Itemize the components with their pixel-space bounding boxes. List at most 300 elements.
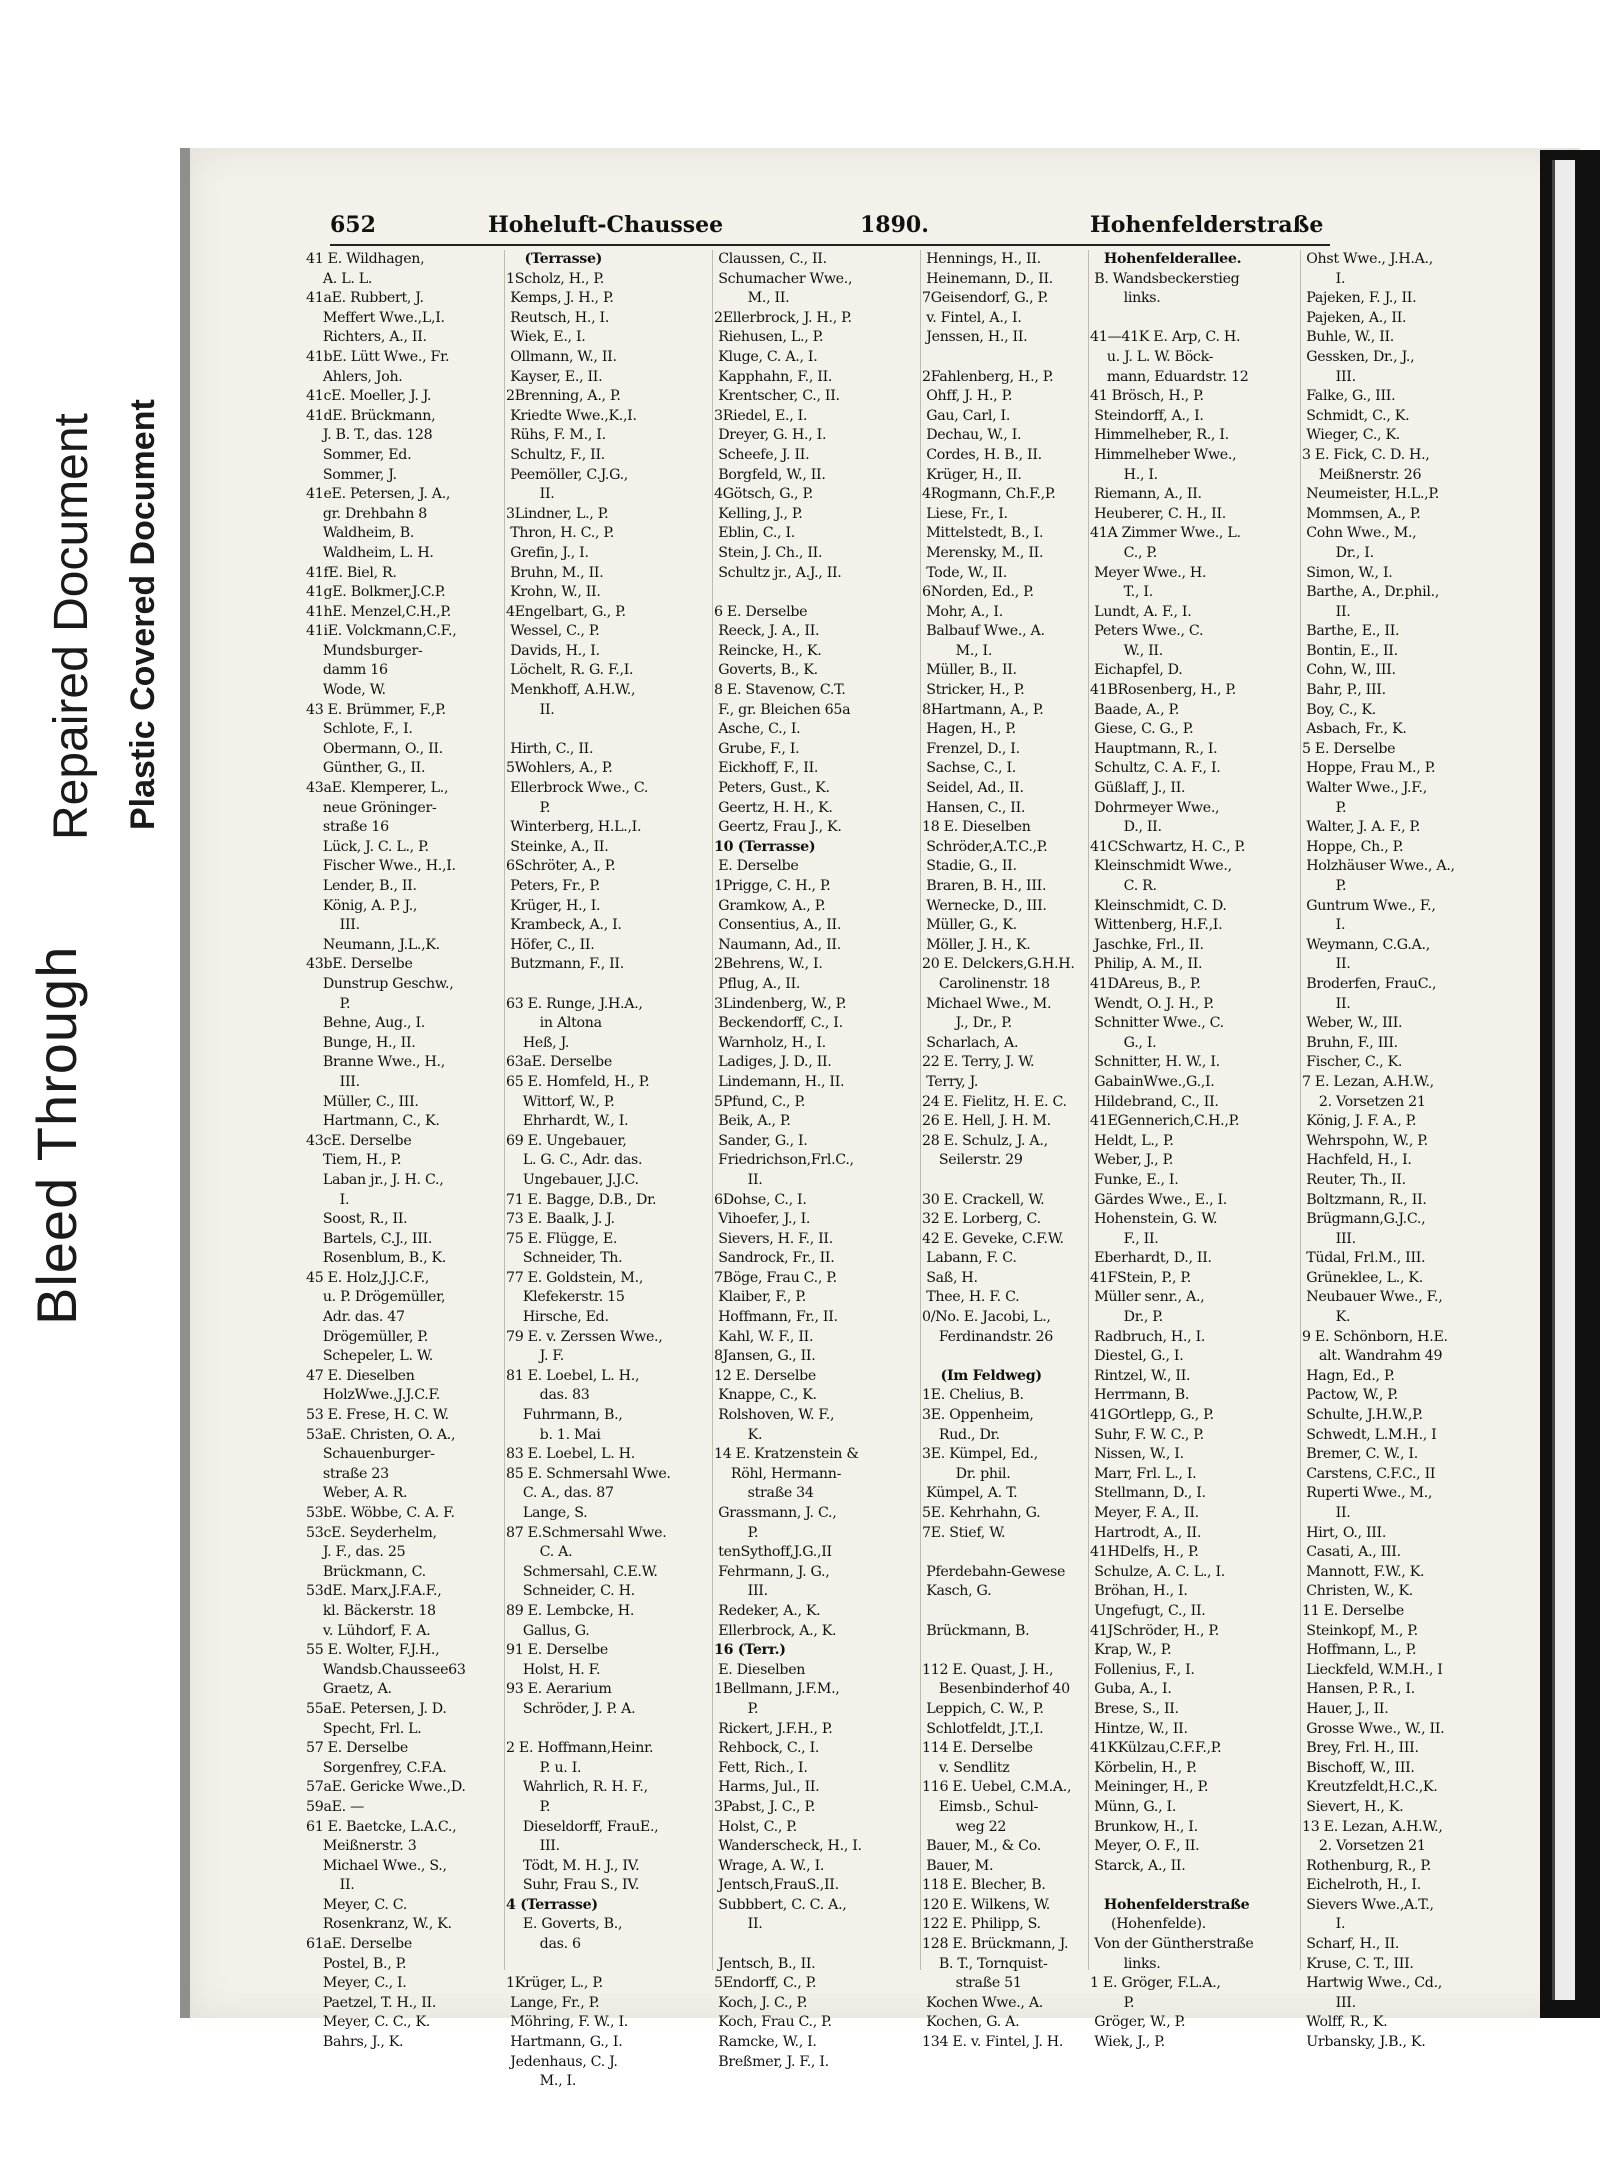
directory-entry-line: Seidel, Ad., II. [922, 780, 1024, 797]
directory-entry-line: Fischer Wwe., H.,I. [306, 858, 456, 875]
directory-entry-line: 63aE. Derselbe [506, 1054, 612, 1071]
directory-entry-line: Sander, G., I. [714, 1132, 808, 1149]
directory-entry-line [714, 1935, 922, 1955]
directory-entry-line: Grüneklee, L., K. [1302, 1269, 1423, 1286]
directory-entry-line: 6 E. Derselbe [714, 603, 808, 620]
directory-entry-line: 14 E. Kratzenstein & [714, 1446, 859, 1463]
directory-entry-line: Mohr, A., I. [922, 603, 1003, 620]
directory-entry-line: 43cE. Derselbe [306, 1132, 412, 1149]
directory-entry-line: Wittenberg, H.F.,I. [1090, 917, 1223, 934]
directory-entry-line: Gallus, G. [506, 1622, 590, 1639]
directory-entry-line: Holst, C., P. [714, 1818, 797, 1835]
directory-entry-line: Terry, J. [922, 1073, 979, 1090]
directory-entry-line: Heuberer, C. H., II. [1090, 505, 1227, 522]
directory-entry-line: Von der Güntherstraße [1090, 1936, 1254, 1953]
directory-entry-line: Grassmann, J. C., [714, 1505, 837, 1521]
directory-entry-line: 7 E. Lezan, A.H.W., [1302, 1073, 1434, 1090]
directory-entry-line: 53dE. Marx,J.F.A.F., [306, 1583, 442, 1600]
directory-entry-line: Schröder, J. P. A. [506, 1700, 636, 1717]
directory-entry-line: Eickhoff, F., II. [714, 760, 819, 777]
directory-entry-line: 5Wohlers, A., P. [506, 760, 613, 777]
directory-entry-line: P. [714, 1700, 759, 1717]
directory-entry-line [922, 1602, 1088, 1622]
directory-entry-line: 2Fahlenberg, H., P. [922, 368, 1054, 385]
directory-entry-line: Thee, H. F. C. [922, 1289, 1020, 1306]
directory-entry-line: Hachfeld, H., I. [1302, 1152, 1412, 1169]
directory-entry-line: Ollmann, W., II. [506, 348, 617, 365]
directory-entry-line: 4 (Terrasse) [506, 1896, 598, 1913]
directory-entry-line: Scharlach, A. [922, 1034, 1019, 1051]
directory-entry-line: Schneider, C. H. [506, 1583, 635, 1600]
directory-entry-line: Lundt, A. F., I. [1090, 603, 1192, 620]
directory-entry-line: Meyer, C. C., K. [306, 2014, 430, 2031]
directory-entry-line: 65 E. Homfeld, H., P. [506, 1073, 650, 1090]
directory-entry-line: Steindorff, A., I. [1090, 407, 1204, 424]
directory-entry-line: Reuter, Th., II. [1302, 1171, 1406, 1188]
directory-entry-line: Klaiber, F., P. [714, 1289, 806, 1306]
directory-entry-line: Kruse, C. T., III. [1302, 1955, 1414, 1972]
directory-entry-line: Sommer, J. [306, 466, 397, 483]
directory-entry-line: Gröger, W., P. [1090, 2014, 1186, 2031]
directory-entry-line: III. [306, 1073, 360, 1090]
directory-entry-line: Schlote, F., I. [306, 721, 413, 738]
directory-entry-line: Möhring, F. W., I. [506, 2014, 628, 2031]
directory-entry-line: Hirsche, Ed. [506, 1309, 609, 1326]
directory-entry-line: Lender, B., II. [306, 878, 417, 894]
directory-entry-line: J. F. [506, 1348, 564, 1365]
directory-entry-line: P. u. I. [506, 1759, 582, 1776]
directory-entry-line: Schneider, Th. [506, 1250, 623, 1267]
directory-entry-line: Ellerbrock Wwe., C. [506, 780, 649, 797]
directory-entry-line: Fett, Rich., I. [714, 1759, 808, 1776]
directory-entry-line: Tüdal, Frl.M., III. [1302, 1250, 1426, 1267]
directory-entry-line: 5Pfund, C., P. [714, 1093, 806, 1110]
directory-entry-line: 22 E. Terry, J. W. [922, 1054, 1035, 1071]
directory-entry-line: 112 E. Quast, J. H., [922, 1661, 1054, 1678]
directory-entry-line: 41A Zimmer Wwe., L. [1090, 525, 1241, 542]
directory-entry-line: II. [306, 1877, 355, 1894]
directory-entry-line: 89 E. Lembcke, H. [506, 1602, 635, 1619]
plastic-covered-label: Plastic Covered Document [124, 399, 162, 830]
directory-entry-line: v. Fintel, A., I. [922, 309, 1022, 326]
directory-entry-line: III. [1302, 368, 1356, 385]
directory-entry-line: Klefekerstr. 15 [506, 1289, 625, 1306]
directory-entry-line: C. A. [506, 1544, 573, 1561]
directory-entry-line: Wessel, C., P. [506, 623, 600, 640]
directory-entry-line: 3 E. Fick, C. D. H., [1302, 446, 1430, 463]
directory-entry-line: Wehrspohn, W., P. [1302, 1132, 1428, 1149]
directory-entry-line: 41KKülzau,C.F.F.,P. [1090, 1740, 1222, 1757]
directory-entry-line: HolzWwe.,J.J.C.F. [306, 1387, 440, 1404]
directory-entry-line: B. Wandsbeckerstieg [1090, 270, 1240, 287]
directory-entry-line: 77 E. Goldstein, M., [506, 1269, 644, 1286]
directory-entry-line: C. A., das. 87 [506, 1485, 614, 1502]
directory-entry-line: Scharf, H., II. [1302, 1936, 1400, 1953]
directory-entry-line: Koch, Frau C., P. [714, 2014, 832, 2031]
directory-entry-line: Meyer, C. C. [306, 1896, 408, 1913]
directory-entry-line: 3E. Kümpel, Ed., [922, 1446, 1038, 1463]
directory-entry-line: 57aE. Gericke Wwe.,D. [306, 1779, 466, 1796]
directory-entry-line: 18 E. Dieselben [922, 819, 1031, 836]
directory-entry-line: Giese, C. G., P. [1090, 721, 1194, 738]
directory-entry-line: Güßlaff, J., II. [1090, 780, 1186, 797]
directory-entry-line: Broderfen, FrauC., [1302, 975, 1437, 992]
directory-entry-line: Beckendorff, C., I. [714, 1015, 843, 1032]
directory-entry-line: Fuhrmann, B., [506, 1407, 623, 1424]
directory-entry-line: Brey, Frl. H., III. [1302, 1740, 1419, 1757]
directory-entry-line: 6Norden, Ed., P. [922, 584, 1034, 601]
directory-entry-line: Richters, A., II. [306, 329, 427, 346]
directory-entry-line: Heß, J. [506, 1034, 570, 1051]
directory-entry-line: Hartwig Wwe., Cd., [1302, 1975, 1443, 1992]
directory-entry-line: Neumann, J.L.,K. [306, 936, 440, 953]
directory-entry-line: Wendt, O. J. H., P. [1090, 995, 1214, 1012]
directory-entry-line: 2Behrens, W., I. [714, 956, 823, 973]
directory-entry-line: M., II. [714, 290, 790, 307]
directory-entry-line: 24 E. Fielitz, H. E. C. [922, 1093, 1067, 1110]
directory-column-6 [1302, 250, 1502, 2053]
directory-entry-line: Besenbinderhof 40 [922, 1681, 1070, 1698]
right-street-title: Hohenfelderstraße [1090, 212, 1324, 238]
directory-entry-line: 41iE. Volckmann,C.F., [306, 623, 457, 640]
directory-entry-line: Wolff, R., K. [1302, 2014, 1388, 2031]
directory-entry-line: Gramkow, A., P. [714, 897, 826, 914]
directory-entry-line: Krentscher, C., II. [714, 388, 840, 405]
directory-entry-line: 53aE. Christen, O. A., [306, 1426, 456, 1443]
directory-entry-line: gr. Drehbahn 8 [306, 505, 428, 522]
directory-entry-line: Walter Wwe., J.F., [1302, 780, 1427, 797]
directory-entry-line: Koch, J. C., P. [714, 1994, 808, 2011]
directory-entry-line: Pflug, A., II. [714, 975, 801, 992]
directory-entry-line: 1 E. Gröger, F.L.A., [1090, 1975, 1221, 1992]
directory-entry-line: Wahrlich, R. H. F., [506, 1779, 648, 1796]
directory-entry-line: Wode, W. [306, 682, 386, 699]
directory-entry-line: 5E. Kehrhahn, G. [922, 1505, 1041, 1521]
page-header [330, 212, 1330, 242]
directory-entry-line: Suhr, F. W. C., P. [1090, 1426, 1204, 1443]
directory-entry-line: Ungefugt, C., II. [1090, 1602, 1206, 1619]
directory-entry-line: in Altona [506, 1015, 602, 1032]
directory-entry-line: Rosenkranz, W., K. [306, 1916, 452, 1933]
directory-entry-line: 0/No. E. Jacobi, L., [922, 1309, 1051, 1326]
directory-entry-line: 13 E. Lezan, A.H.W., [1302, 1818, 1443, 1835]
directory-entry-line: Gärdes Wwe., E., I. [1090, 1191, 1228, 1208]
directory-entry-line: Himmelheber, R., I. [1090, 427, 1229, 444]
directory-entry-line: Peters Wwe., C. [1090, 623, 1204, 640]
directory-entry-line: 3Riedel, E., I. [714, 407, 808, 424]
directory-entry-line: Baade, A., P. [1090, 701, 1180, 718]
directory-entry-line: Radbruch, H., I. [1090, 1328, 1206, 1345]
directory-entry-line: Friedrichson,Frl.C., [714, 1152, 854, 1169]
directory-entry-line: Meißnerstr. 26 [1302, 466, 1422, 483]
directory-entry-line: 81 E. Loebel, L. H., [506, 1367, 640, 1384]
directory-entry-line: 41dE. Brückmann, [306, 407, 436, 424]
directory-entry-line: Brügmann,G.J.C., [1302, 1211, 1426, 1228]
directory-entry-line: E. Derselbe [714, 858, 799, 875]
directory-entry-line: Hauer, J., II. [1302, 1700, 1389, 1717]
directory-entry-line: Körbelin, H., P. [1090, 1759, 1197, 1776]
directory-entry-line: 4Engelbart, G., P. [506, 603, 626, 620]
directory-entry-line: 41aE. Rubbert, J. [306, 290, 424, 307]
directory-entry-line: P. [1090, 1994, 1135, 2011]
directory-entry-line: 43 E. Brümmer, F.,P. [306, 701, 446, 718]
directory-entry-line: Neumeister, H.L.,P. [1302, 486, 1439, 503]
directory-entry-line: Ellerbrock, A., K. [714, 1622, 837, 1639]
directory-entry-line: Warnholz, H., I. [714, 1034, 826, 1051]
directory-entry-line: 10 (Terrasse) [714, 838, 816, 855]
directory-entry-line: Meyer Wwe., H. [1090, 564, 1207, 581]
directory-entry-line: 28 E. Schulz, J. A., [922, 1132, 1048, 1149]
directory-entry-line: Kahl, W. F., II. [714, 1328, 814, 1345]
directory-entry-line: 41HDelfs, H., P. [1090, 1544, 1199, 1561]
directory-entry-line: König, J. F. A., P. [1302, 1113, 1417, 1130]
directory-entry-line: W., II. [1090, 642, 1163, 659]
directory-entry-line: G., I. [1090, 1034, 1157, 1051]
directory-entry-line: Müller, B., II. [922, 662, 1017, 679]
directory-entry-line: II. [1302, 1505, 1351, 1521]
directory-entry-line: Himmelheber Wwe., [1090, 446, 1237, 463]
directory-entry-line: 2Ellerbrock, J. H., P. [714, 309, 852, 326]
directory-entry-line: Walter, J. A. F., P. [1302, 819, 1421, 836]
directory-entry-line: Ferdinandstr. 26 [922, 1328, 1053, 1345]
directory-entry-line: Hoppe, Frau M., P. [1302, 760, 1436, 777]
directory-entry-line: Stricker, H., P. [922, 682, 1025, 699]
directory-entry-line: Reutsch, H., I. [506, 309, 610, 326]
directory-entry-line: Jenssen, H., II. [922, 329, 1028, 346]
directory-entry-line: Mommsen, A., P. [1302, 505, 1421, 522]
directory-entry-line: Rud., Dr. [922, 1426, 1000, 1443]
directory-entry-line: P. [506, 799, 551, 816]
directory-entry-line [1090, 1876, 1302, 1896]
directory-entry-line: (Terrasse) [506, 251, 603, 267]
directory-entry-line: 41GOrtlepp, G., P. [1090, 1407, 1214, 1424]
directory-entry-line: M., I. [506, 2073, 577, 2090]
directory-entry-line: 6Schröter, A., P. [506, 858, 616, 875]
header-rule [330, 244, 1330, 246]
directory-entry-line: Merensky, M., II. [922, 544, 1044, 561]
directory-entry-line: 4Götsch, G., P. [714, 486, 814, 503]
directory-entry-line: Hennings, H., II. [922, 251, 1041, 267]
directory-entry-line: das. 83 [506, 1387, 590, 1404]
directory-entry-line: Bartels, C.J., III. [306, 1230, 433, 1247]
directory-entry-line: Ehrhardt, W., I. [506, 1113, 629, 1130]
directory-entry-line: 57 E. Derselbe [306, 1740, 408, 1757]
directory-entry-line: Jedenhaus, C. J. [506, 2053, 618, 2070]
directory-entry-line: damm 16 [306, 662, 388, 679]
directory-entry-line: Rothenburg, R., P. [1302, 1857, 1431, 1874]
directory-entry-line: Specht, Frl. L. [306, 1720, 422, 1737]
directory-entry-line: Balbauf Wwe., A. [922, 623, 1045, 640]
directory-entry-line: 43bE. Derselbe [306, 956, 413, 973]
directory-entry-line: Schmidt, C., K. [1302, 407, 1410, 424]
directory-entry-line: 134 E. v. Fintel, J. H. [922, 2034, 1064, 2051]
directory-entry-line: Soost, R., II. [306, 1211, 408, 1228]
directory-entry-line: III. [1302, 1994, 1356, 2011]
directory-entry-line: (Hohenfelde). [1090, 1916, 1206, 1933]
directory-entry-line: Hohenstein, G. W. [1090, 1211, 1218, 1228]
directory-entry-line: Michael Wwe., S., [306, 1857, 447, 1874]
directory-entry-line: Boltzmann, R., II. [1302, 1191, 1427, 1208]
directory-entry-line: Suhr, Frau S., IV. [506, 1877, 640, 1894]
directory-entry-line: Lück, J. C. L., P. [306, 838, 429, 855]
directory-entry-line: Schmersahl, C.E.W. [506, 1563, 658, 1580]
directory-entry-line: 41CSchwartz, H. C., P. [1090, 838, 1246, 855]
directory-entry-line: 41EGennerich,C.H.,P. [1090, 1113, 1240, 1130]
directory-entry-line: Schulze, A. C. L., I. [1090, 1563, 1225, 1580]
directory-entry-line: Hartmann, C., K. [306, 1113, 440, 1130]
directory-entry-line: 45 E. Holz,J.J.C.F., [306, 1269, 430, 1286]
directory-entry-line: Wittorf, W., P. [506, 1093, 615, 1110]
directory-entry-line: Ohff, J. H., P. [922, 388, 1013, 405]
directory-entry-line: Brückmann, C. [306, 1563, 426, 1580]
directory-entry-line: 75 E. Flügge, E. [506, 1230, 618, 1247]
directory-entry-line: Bruhn, M., II. [506, 564, 604, 581]
directory-entry-line: Sievert, H., K. [1302, 1798, 1404, 1815]
directory-entry-line: J. F., das. 25 [306, 1544, 406, 1561]
directory-entry-line: Schultz, F., II. [506, 446, 605, 463]
directory-entry-line: P. [506, 1798, 551, 1815]
directory-entry-line: Breßmer, J. F., I. [714, 2053, 829, 2070]
directory-entry-line: 1Prigge, C. H., P. [714, 878, 831, 894]
directory-entry-line: 41FStein, P., P. [1090, 1269, 1191, 1286]
directory-entry-line: tenSythoff,J.G.,II [714, 1544, 832, 1561]
directory-entry-line: Drögemüller, P. [306, 1328, 428, 1345]
directory-entry-line: Kochen Wwe., A. [922, 1994, 1044, 2011]
directory-entry-line: 93 E. Aerarium [506, 1681, 612, 1698]
directory-entry-line: Meyer, O. F., II. [1090, 1838, 1200, 1855]
directory-entry-line: Hansen, C., II. [922, 799, 1026, 816]
directory-entry-line: Löchelt, R. G. F.,I. [506, 662, 634, 679]
directory-entry-line: Müller, C., III. [306, 1093, 419, 1110]
directory-entry-line: 3E. Oppenheim, [922, 1407, 1034, 1424]
directory-entry-line: GabainWwe.,G.,I. [1090, 1073, 1215, 1090]
directory-entry-line: Sandrock, Fr., II. [714, 1250, 835, 1267]
adjacent-page-edge [1552, 160, 1575, 2000]
directory-entry-line: (Im Feldweg) [922, 1367, 1042, 1384]
directory-entry-line: Labann, F. C. [922, 1250, 1017, 1267]
directory-entry-line: Bunge, H., II. [306, 1034, 416, 1051]
directory-entry-line: III. [1302, 1230, 1356, 1247]
directory-entry-line: 2 E. Hoffmann,Heinr. [506, 1740, 654, 1757]
directory-entry-line: Eberhardt, D., II. [1090, 1250, 1212, 1267]
directory-entry-line: 71 E. Bagge, D.B., Dr. [506, 1191, 657, 1208]
directory-entry-line: Casati, A., III. [1302, 1544, 1401, 1561]
directory-entry-line: Falke, G., III. [1302, 388, 1396, 405]
directory-entry-line: 53 E. Frese, H. C. W. [306, 1407, 449, 1424]
directory-entry-line: Schröder,A.T.C.,P. [922, 838, 1048, 855]
directory-entry-line: Wiek, J., P. [1090, 2034, 1165, 2051]
directory-entry-line: Schultz, C. A. F., I. [1090, 760, 1221, 777]
page-number: 652 [330, 212, 376, 238]
directory-entry-line: Dreyer, G. H., I. [714, 427, 827, 444]
directory-entry-line: Holst, H. F. [506, 1661, 601, 1678]
directory-entry-line: Bruhn, F., III. [1302, 1034, 1398, 1051]
directory-entry-line: 11 E. Derselbe [1302, 1602, 1404, 1619]
directory-entry-line: Beik, A., P. [714, 1113, 791, 1130]
directory-entry-line: Neubauer Wwe., F., [1302, 1289, 1443, 1306]
bleed-through-label: Bleed Through [25, 945, 88, 1325]
directory-entry-line: 2Brenning, A., P. [506, 388, 621, 405]
directory-entry-line: Behne, Aug., I. [306, 1015, 425, 1032]
directory-entry-line: L. G. C., Adr. das. [506, 1152, 643, 1169]
directory-entry-line: Hagen, H., P. [922, 721, 1016, 738]
directory-entry-line: 55 E. Wolter, F.J.H., [306, 1642, 440, 1659]
directory-entry-line: Geertz, Frau J., K. [714, 819, 842, 836]
directory-entry-line: Pajeken, F. J., II. [1302, 290, 1417, 307]
directory-entry-line: Ladiges, J. D., II. [714, 1054, 832, 1071]
directory-entry-line: J. B. T., das. 128 [306, 427, 433, 444]
directory-entry-line: Christen, W., K. [1302, 1583, 1413, 1600]
directory-entry-line: D., II. [1090, 819, 1162, 836]
directory-entry-line: P. [1302, 878, 1347, 894]
directory-entry-line: Mannott, F.W., K. [1302, 1563, 1425, 1580]
directory-entry-line: 41 Brösch, H., P. [1090, 388, 1204, 405]
directory-entry-line: Kapphahn, F., II. [714, 368, 833, 385]
directory-entry-line [506, 975, 714, 995]
directory-entry-line: Heldt, L., P. [1090, 1132, 1174, 1149]
directory-entry-line: E. Dieselben [714, 1661, 806, 1678]
directory-entry-line: weg 22 [922, 1818, 1007, 1835]
directory-entry-line: Hintze, W., II. [1090, 1720, 1188, 1737]
directory-entry-line: Grosse Wwe., W., II. [1302, 1720, 1445, 1737]
directory-entry-line: Stellmann, D., I. [1090, 1485, 1206, 1502]
directory-entry-line: Bauer, M. [922, 1857, 994, 1874]
directory-entry-line: 16 (Terr.) [714, 1642, 786, 1659]
left-street-title: Hoheluft-Chaussee [488, 212, 724, 238]
directory-entry-line: Leppich, C. W., P. [922, 1700, 1044, 1717]
directory-entry-line: K. [714, 1426, 763, 1443]
directory-entry-line [506, 720, 714, 740]
directory-entry-line: II. [714, 1171, 763, 1188]
directory-entry-line: Rehbock, C., I. [714, 1740, 820, 1757]
directory-entry-line: H., I. [1090, 466, 1158, 483]
directory-entry-line: Hirth, C., II. [506, 740, 594, 757]
directory-entry-line: Wieger, C., K. [1302, 427, 1400, 444]
directory-entry-line: Sachse, C., I. [922, 760, 1016, 777]
directory-entry-line: Sievers, H. F., II. [714, 1230, 833, 1247]
directory-entry-line: Weber, A. R. [306, 1485, 408, 1502]
directory-entry-line: Subbbert, C. C. A., [714, 1896, 847, 1913]
directory-entry-line: 63 E. Runge, J.H.A., [506, 995, 643, 1012]
directory-entry-line: Gessken, Dr., J., [1302, 348, 1415, 365]
directory-entry-line: C., P. [1090, 544, 1157, 561]
directory-entry-line: C. R. [1090, 878, 1157, 894]
directory-entry-line: Wernecke, D., III. [922, 897, 1047, 914]
directory-entry-line: Ungebauer, J.J.C. [506, 1171, 639, 1188]
directory-entry-line: 41BRosenberg, H., P. [1090, 682, 1236, 699]
directory-entry-line: Reeck, J. A., II. [714, 623, 820, 640]
directory-entry-line: Tode, W., II. [922, 564, 1008, 581]
directory-column-4 [922, 250, 1088, 2053]
directory-entry-line: Stadie, G., II. [922, 858, 1017, 875]
directory-entry-line: Sommer, Ed. [306, 446, 412, 463]
directory-entry-line: Kayser, E., II. [506, 368, 603, 385]
directory-entry-line: Rosenblum, B., K. [306, 1250, 447, 1267]
directory-entry-line: Fischer, C., K. [1302, 1054, 1403, 1071]
directory-entry-line: 41gE. Bolkmer,J.C.P. [306, 584, 446, 601]
directory-entry-line: 114 E. Derselbe [922, 1740, 1033, 1757]
directory-entry-line: Bontin, E., II. [1302, 642, 1398, 659]
directory-entry-line: Dieseldorff, FrauE., [506, 1818, 659, 1835]
directory-entry-line: II. [506, 701, 555, 718]
column-divider [1088, 250, 1089, 1970]
directory-entry-line: Sorgenfrey, C.F.A. [306, 1759, 447, 1776]
directory-entry-line: Kümpel, A. T. [922, 1485, 1018, 1502]
directory-entry-line: Braren, B. H., III. [922, 878, 1047, 894]
directory-entry-line: Rickert, J.F.H., P. [714, 1720, 833, 1737]
directory-entry-line: Obermann, O., II. [306, 740, 443, 757]
directory-entry-line: Hartrodt, A., II. [1090, 1524, 1202, 1541]
